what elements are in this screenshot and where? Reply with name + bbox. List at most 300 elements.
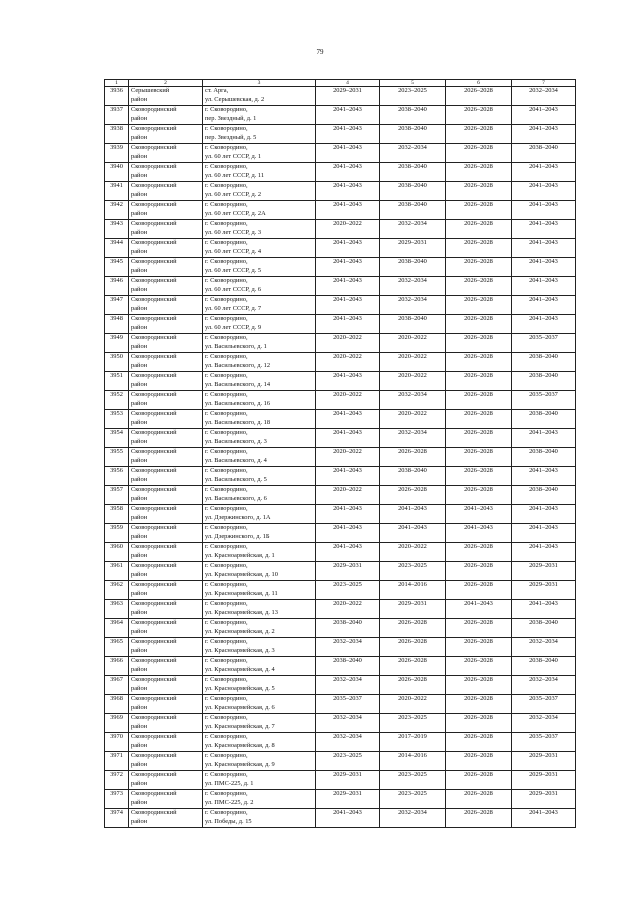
- period-col4-cell: [316, 296, 380, 315]
- table-row: [105, 106, 576, 125]
- period-col6-cell: [446, 315, 512, 334]
- period-col5-cell: [380, 695, 446, 714]
- district-cell: [129, 752, 203, 771]
- district-cell-text: район: [131, 703, 148, 711]
- address-cell: [203, 752, 316, 771]
- period-col7-cell-text: 2041–2043: [529, 467, 558, 474]
- row-number-cell-text: 3944: [110, 239, 123, 246]
- period-col4-cell: [316, 125, 380, 144]
- column-header: 3: [203, 80, 316, 87]
- address-cell-text: ул. 60 лет СССР, д. 1: [205, 152, 262, 160]
- address-cell-text: ул. Красноармейская, д. 2: [205, 627, 275, 635]
- period-col6-cell: [446, 182, 512, 201]
- district-cell-text: Сковородинский: [131, 125, 177, 132]
- address-cell-text: г. Сковородино,: [205, 125, 248, 132]
- address-cell: [203, 182, 316, 201]
- row-number-cell-text: 3942: [110, 201, 123, 208]
- period-col5-cell-text: 2014–2016: [398, 752, 427, 759]
- row-number-cell: [105, 429, 129, 448]
- period-col5-cell-text: 2023–2025: [398, 771, 427, 778]
- address-cell-text: ул. 60 лет СССР, д. 6: [205, 285, 262, 293]
- period-col4-cell: [316, 714, 380, 733]
- district-cell-text: район: [131, 133, 148, 141]
- period-col6-cell-text: 2026–2028: [464, 619, 493, 626]
- period-col7-cell-text: 2038–2040: [529, 619, 558, 626]
- district-cell-text: Сковородинский: [131, 695, 177, 702]
- period-col7-cell-text: 2029–2031: [529, 771, 558, 778]
- row-number-cell: [105, 182, 129, 201]
- period-col6-cell: [446, 87, 512, 106]
- table-row: [105, 87, 576, 106]
- period-col5-cell: [380, 771, 446, 790]
- period-col7-cell: [512, 562, 576, 581]
- period-col4-cell-text: 2041–2043: [333, 125, 362, 132]
- period-col7-cell-text: 2041–2043: [529, 239, 558, 246]
- period-col4-cell: [316, 562, 380, 581]
- district-cell-text: Сковородинский: [131, 410, 177, 417]
- period-col5-cell-text: 2020–2022: [398, 372, 427, 379]
- period-col7-cell-text: 2038–2040: [529, 372, 558, 379]
- table-row: [105, 657, 576, 676]
- period-col4-cell-text: 2020–2022: [333, 391, 362, 398]
- period-col6-cell: [446, 239, 512, 258]
- table-row: [105, 752, 576, 771]
- period-col5-cell: [380, 277, 446, 296]
- period-col7-cell: [512, 201, 576, 220]
- period-col7-cell-text: 2041–2043: [529, 315, 558, 322]
- period-col7-cell-text: 2029–2031: [529, 752, 558, 759]
- district-cell-text: Сковородинский: [131, 258, 177, 265]
- district-cell-text: Сковородинский: [131, 372, 177, 379]
- address-cell-text: г. Сковородино,: [205, 163, 248, 170]
- address-cell: [203, 486, 316, 505]
- period-col6-cell-text: 2026–2028: [464, 144, 493, 151]
- period-col5-cell: [380, 543, 446, 562]
- address-cell-text: г. Сковородино,: [205, 581, 248, 588]
- district-cell-text: район: [131, 418, 148, 426]
- period-col7-cell: [512, 524, 576, 543]
- period-col7-cell: [512, 277, 576, 296]
- address-cell: [203, 163, 316, 182]
- district-cell-text: Сковородинский: [131, 163, 177, 170]
- period-col4-cell-text: 2020–2022: [333, 353, 362, 360]
- period-col4-cell: [316, 790, 380, 809]
- period-col7-cell: [512, 638, 576, 657]
- row-number-cell: [105, 524, 129, 543]
- period-col7-cell-text: 2032–2034: [529, 714, 558, 721]
- row-number-cell-text: 3949: [110, 334, 123, 341]
- period-col5-cell: [380, 524, 446, 543]
- period-col7-cell: [512, 619, 576, 638]
- district-cell-text: Сковородинский: [131, 714, 177, 721]
- row-number-cell: [105, 277, 129, 296]
- period-col6-cell: [446, 125, 512, 144]
- row-number-cell-text: 3940: [110, 163, 123, 170]
- district-cell-text: Сковородинский: [131, 239, 177, 246]
- row-number-cell-text: 3954: [110, 429, 123, 436]
- row-number-cell: [105, 771, 129, 790]
- table-row: [105, 182, 576, 201]
- period-col5-cell: [380, 714, 446, 733]
- table-row: [105, 125, 576, 144]
- district-cell-text: Сковородинский: [131, 106, 177, 113]
- address-cell: [203, 657, 316, 676]
- period-col4-cell: [316, 505, 380, 524]
- district-cell-text: район: [131, 475, 148, 483]
- table-row: [105, 201, 576, 220]
- row-number-cell: [105, 809, 129, 828]
- period-col7-cell-text: 2041–2043: [529, 543, 558, 550]
- period-col7-cell: [512, 125, 576, 144]
- address-cell: [203, 714, 316, 733]
- row-number-cell-text: 3969: [110, 714, 123, 721]
- period-col5-cell: [380, 410, 446, 429]
- period-col7-cell-text: 2041–2043: [529, 505, 558, 512]
- period-col7-cell-text: 2041–2043: [529, 106, 558, 113]
- address-cell-text: г. Сковородино,: [205, 676, 248, 683]
- period-col4-cell-text: 2041–2043: [333, 277, 362, 284]
- period-col4-cell: [316, 182, 380, 201]
- address-cell-text: г. Сковородино,: [205, 809, 248, 816]
- row-number-cell-text: 3956: [110, 467, 123, 474]
- district-cell-text: район: [131, 342, 148, 350]
- district-cell-text: Сковородинский: [131, 296, 177, 303]
- district-cell: [129, 467, 203, 486]
- period-col4-cell-text: 2041–2043: [333, 144, 362, 151]
- period-col4-cell: [316, 258, 380, 277]
- district-cell: [129, 676, 203, 695]
- period-col6-cell-text: 2026–2028: [464, 391, 493, 398]
- row-number-cell: [105, 448, 129, 467]
- district-cell-text: район: [131, 190, 148, 198]
- period-col6-cell-text: 2026–2028: [464, 733, 493, 740]
- address-cell-text: ул. ПМС-225, д. 2: [205, 798, 254, 806]
- period-col5-cell: [380, 334, 446, 353]
- period-col7-cell: [512, 714, 576, 733]
- address-cell-text: ул. Васильевского, д. 5: [205, 475, 267, 483]
- district-cell: [129, 790, 203, 809]
- row-number-cell: [105, 790, 129, 809]
- row-number-cell: [105, 296, 129, 315]
- row-number-cell-text: 3937: [110, 106, 123, 113]
- period-col7-cell: [512, 505, 576, 524]
- period-col6-cell: [446, 391, 512, 410]
- district-cell: [129, 182, 203, 201]
- period-col7-cell: [512, 163, 576, 182]
- row-number-cell: [105, 144, 129, 163]
- period-col7-cell: [512, 220, 576, 239]
- address-cell: [203, 125, 316, 144]
- period-col7-cell: [512, 467, 576, 486]
- address-cell-text: г. Сковородино,: [205, 619, 248, 626]
- district-cell: [129, 125, 203, 144]
- address-cell-text: г. Сковородино,: [205, 201, 248, 208]
- address-cell-text: пер. Звездный, д. 5: [205, 133, 257, 141]
- district-cell-text: район: [131, 380, 148, 388]
- row-number-cell-text: 3962: [110, 581, 123, 588]
- row-number-cell: [105, 315, 129, 334]
- period-col5-cell: [380, 467, 446, 486]
- period-col5-cell: [380, 296, 446, 315]
- address-cell-text: г. Сковородино,: [205, 543, 248, 550]
- address-cell: [203, 372, 316, 391]
- row-number-cell: [105, 619, 129, 638]
- column-header: 4: [316, 80, 380, 87]
- row-number-cell-text: 3958: [110, 505, 123, 512]
- row-number-cell: [105, 87, 129, 106]
- row-number-cell-text: 3952: [110, 391, 123, 398]
- period-col7-cell: [512, 410, 576, 429]
- district-cell-text: Сковородинский: [131, 752, 177, 759]
- period-col5-cell-text: 2032–2034: [398, 429, 427, 436]
- period-col5-cell-text: 2014–2016: [398, 581, 427, 588]
- period-col6-cell-text: 2026–2028: [464, 638, 493, 645]
- district-cell-text: Сковородинский: [131, 315, 177, 322]
- period-col6-cell-text: 2026–2028: [464, 543, 493, 550]
- table-row: [105, 676, 576, 695]
- period-col4-cell-text: 2020–2022: [333, 334, 362, 341]
- district-cell: [129, 657, 203, 676]
- period-col7-cell-text: 2041–2043: [529, 125, 558, 132]
- period-col7-cell: [512, 391, 576, 410]
- row-number-cell: [105, 733, 129, 752]
- period-col5-cell-text: 2032–2034: [398, 144, 427, 151]
- district-cell-text: Сковородинский: [131, 486, 177, 493]
- period-col7-cell-text: 2041–2043: [529, 600, 558, 607]
- address-cell: [203, 277, 316, 296]
- district-cell: [129, 334, 203, 353]
- table-row: [105, 239, 576, 258]
- period-col7-cell-text: 2038–2040: [529, 144, 558, 151]
- district-cell-text: район: [131, 285, 148, 293]
- district-cell-text: район: [131, 817, 148, 825]
- address-cell: [203, 790, 316, 809]
- period-col4-cell-text: 2038–2040: [333, 657, 362, 664]
- table-row: [105, 448, 576, 467]
- period-col4-cell: [316, 809, 380, 828]
- period-col7-cell-text: 2041–2043: [529, 258, 558, 265]
- district-cell: [129, 106, 203, 125]
- period-col7-cell-text: 2041–2043: [529, 524, 558, 531]
- district-cell-text: район: [131, 513, 148, 521]
- table-row: [105, 353, 576, 372]
- district-cell: [129, 733, 203, 752]
- period-col6-cell: [446, 467, 512, 486]
- address-cell: [203, 315, 316, 334]
- period-col4-cell-text: 2020–2022: [333, 220, 362, 227]
- district-cell: [129, 410, 203, 429]
- address-cell: [203, 220, 316, 239]
- district-cell: [129, 714, 203, 733]
- table-row: [105, 429, 576, 448]
- period-col5-cell: [380, 163, 446, 182]
- district-cell: [129, 809, 203, 828]
- period-col4-cell-text: 2032–2034: [333, 676, 362, 683]
- period-col4-cell: [316, 334, 380, 353]
- period-col5-cell-text: 2026–2028: [398, 619, 427, 626]
- period-col6-cell-text: 2026–2028: [464, 125, 493, 132]
- period-col6-cell-text: 2026–2028: [464, 353, 493, 360]
- column-header: 1: [105, 80, 129, 87]
- address-cell-text: г. Сковородино,: [205, 657, 248, 664]
- district-cell-text: район: [131, 152, 148, 160]
- row-number-cell: [105, 220, 129, 239]
- address-cell-text: ул. 60 лет СССР, д. 5: [205, 266, 262, 274]
- period-col5-cell: [380, 619, 446, 638]
- address-cell-text: г. Сковородино,: [205, 562, 248, 569]
- period-col5-cell: [380, 448, 446, 467]
- period-col7-cell: [512, 353, 576, 372]
- address-cell-text: г. Сковородино,: [205, 258, 248, 265]
- district-cell: [129, 619, 203, 638]
- period-col7-cell-text: 2032–2034: [529, 87, 558, 94]
- district-cell: [129, 372, 203, 391]
- district-cell-text: район: [131, 665, 148, 673]
- address-cell-text: г. Сковородино,: [205, 790, 248, 797]
- table-row: [105, 372, 576, 391]
- period-col6-cell-text: 2026–2028: [464, 429, 493, 436]
- address-cell: [203, 334, 316, 353]
- district-cell: [129, 239, 203, 258]
- period-col7-cell: [512, 106, 576, 125]
- address-cell-text: г. Сковородино,: [205, 733, 248, 740]
- period-col6-cell-text: 2026–2028: [464, 201, 493, 208]
- district-cell-text: Сковородинский: [131, 182, 177, 189]
- address-cell-text: г. Сковородино,: [205, 239, 248, 246]
- period-col5-cell: [380, 220, 446, 239]
- period-col6-cell: [446, 619, 512, 638]
- row-number-cell-text: 3939: [110, 144, 123, 151]
- district-cell-text: район: [131, 399, 148, 407]
- row-number-cell-text: 3961: [110, 562, 123, 569]
- period-col6-cell: [446, 410, 512, 429]
- period-col4-cell-text: 2023–2025: [333, 581, 362, 588]
- table-row: [105, 714, 576, 733]
- period-col4-cell-text: 2032–2034: [333, 733, 362, 740]
- district-cell: [129, 448, 203, 467]
- period-col4-cell-text: 2041–2043: [333, 239, 362, 246]
- period-col7-cell: [512, 182, 576, 201]
- period-col4-cell: [316, 87, 380, 106]
- period-col5-cell: [380, 581, 446, 600]
- period-col4-cell: [316, 429, 380, 448]
- period-col5-cell: [380, 486, 446, 505]
- period-col7-cell-text: 2041–2043: [529, 201, 558, 208]
- district-cell-text: район: [131, 361, 148, 369]
- period-col6-cell: [446, 144, 512, 163]
- period-col7-cell-text: 2038–2040: [529, 448, 558, 455]
- period-col6-cell: [446, 106, 512, 125]
- address-cell-text: г. Сковородино,: [205, 505, 248, 512]
- period-col7-cell: [512, 657, 576, 676]
- district-cell-text: Сковородинский: [131, 790, 177, 797]
- period-col7-cell: [512, 600, 576, 619]
- address-cell-text: г. Сковородино,: [205, 486, 248, 493]
- district-cell-text: район: [131, 228, 148, 236]
- period-col7-cell: [512, 258, 576, 277]
- period-col5-cell: [380, 657, 446, 676]
- period-col5-cell-text: 2032–2034: [398, 277, 427, 284]
- period-col6-cell-text: 2026–2028: [464, 790, 493, 797]
- district-cell-text: район: [131, 760, 148, 768]
- period-col7-cell: [512, 429, 576, 448]
- district-cell: [129, 486, 203, 505]
- address-cell-text: ул. Красноармейская, д. 7: [205, 722, 275, 730]
- address-cell-text: ул. Красноармейская, д. 13: [205, 608, 278, 616]
- period-col4-cell: [316, 524, 380, 543]
- table-row: [105, 391, 576, 410]
- row-number-cell-text: 3971: [110, 752, 123, 759]
- row-number-cell-text: 3972: [110, 771, 123, 778]
- period-col6-cell-text: 2026–2028: [464, 809, 493, 816]
- period-col5-cell: [380, 106, 446, 125]
- district-cell-text: Сковородинский: [131, 638, 177, 645]
- period-col6-cell-text: 2026–2028: [464, 315, 493, 322]
- column-header: 6: [446, 80, 512, 87]
- district-cell-text: Сковородинский: [131, 467, 177, 474]
- address-cell-text: ул. 60 лет СССР, д. 9: [205, 323, 262, 331]
- address-cell-text: ул. Красноармейская, д. 10: [205, 570, 278, 578]
- table-row: [105, 809, 576, 828]
- address-cell: [203, 87, 316, 106]
- row-number-cell-text: 3950: [110, 353, 123, 360]
- period-col4-cell: [316, 315, 380, 334]
- period-col7-cell: [512, 144, 576, 163]
- table-row: [105, 410, 576, 429]
- period-col4-cell-text: 2041–2043: [333, 296, 362, 303]
- table-row: [105, 543, 576, 562]
- address-cell: [203, 600, 316, 619]
- address-cell: [203, 524, 316, 543]
- period-col6-cell: [446, 334, 512, 353]
- period-col5-cell: [380, 258, 446, 277]
- district-cell-text: Сковородинский: [131, 334, 177, 341]
- district-cell-text: Сковородинский: [131, 220, 177, 227]
- row-number-cell: [105, 752, 129, 771]
- row-number-cell: [105, 353, 129, 372]
- district-cell-text: район: [131, 323, 148, 331]
- period-col6-cell-text: 2026–2028: [464, 87, 493, 94]
- period-col4-cell: [316, 638, 380, 657]
- period-col6-cell: [446, 505, 512, 524]
- address-cell-text: г. Сковородино,: [205, 106, 248, 113]
- period-col4-cell-text: 2041–2043: [333, 258, 362, 265]
- district-cell-text: Сковородинский: [131, 619, 177, 626]
- period-col7-cell-text: 2041–2043: [529, 163, 558, 170]
- period-col6-cell-text: 2026–2028: [464, 657, 493, 664]
- address-cell-text: ст. Арга,: [205, 87, 229, 94]
- period-col4-cell: [316, 619, 380, 638]
- table-row: [105, 258, 576, 277]
- row-number-cell: [105, 106, 129, 125]
- period-col6-cell: [446, 353, 512, 372]
- period-col5-cell-text: 2020–2022: [398, 695, 427, 702]
- period-col5-cell-text: 2032–2034: [398, 809, 427, 816]
- district-cell-text: Сковородинский: [131, 144, 177, 151]
- period-col6-cell: [446, 220, 512, 239]
- district-cell-text: район: [131, 95, 148, 103]
- address-cell: [203, 239, 316, 258]
- row-number-cell-text: 3974: [110, 809, 123, 816]
- district-cell: [129, 391, 203, 410]
- period-col5-cell-text: 2023–2025: [398, 714, 427, 721]
- period-col7-cell: [512, 239, 576, 258]
- address-cell-text: ул. 60 лет СССР, д. 2: [205, 190, 262, 198]
- row-number-cell-text: 3967: [110, 676, 123, 683]
- address-cell: [203, 258, 316, 277]
- district-cell: [129, 505, 203, 524]
- row-number-cell-text: 3943: [110, 220, 123, 227]
